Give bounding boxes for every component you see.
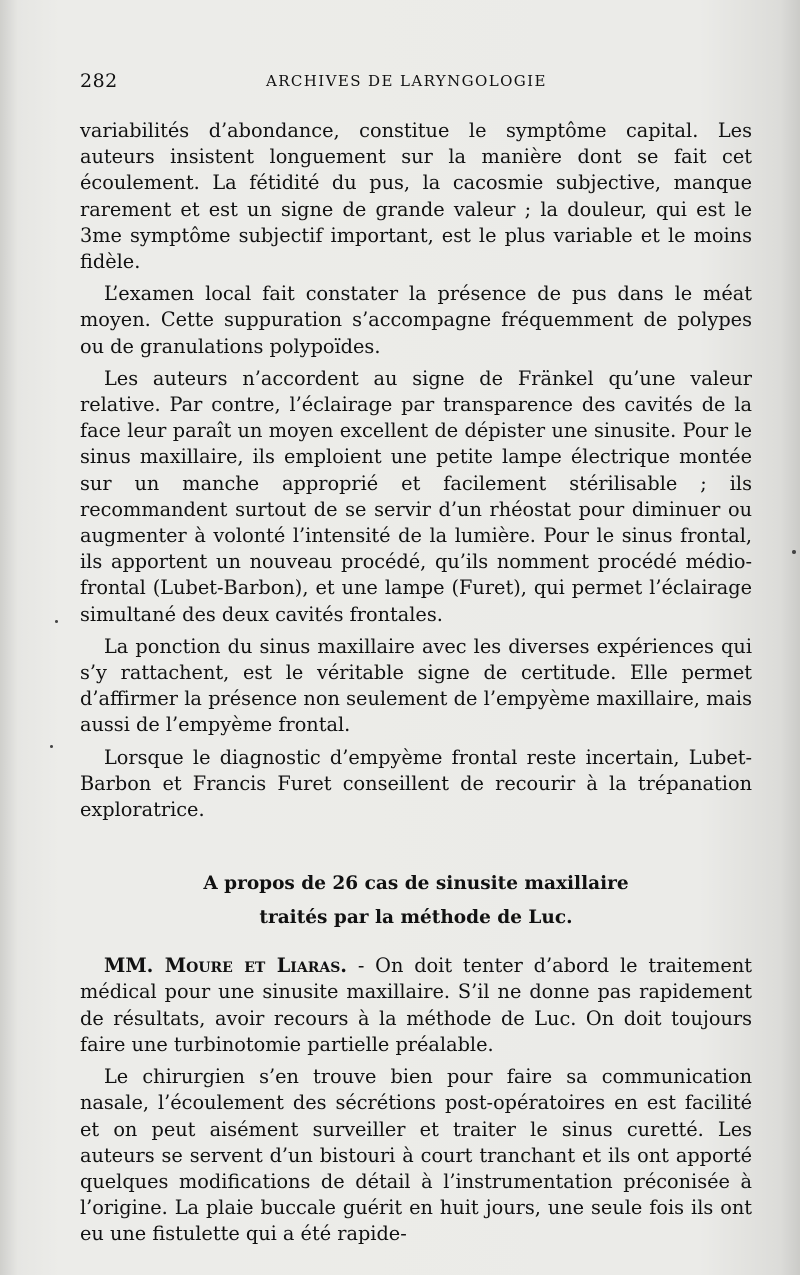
intro-text: - On doit tenter d’abord le traitement médical pour une sinusite maxillaire. S’il ne donne pas rapidement de résultats, avoir recours à la méthode de Luc. On doit toujours faire une turbinotomie partielle préalable. [80, 954, 752, 1056]
scan-speck [792, 550, 796, 554]
authors: MM. Moure et Liaras. [104, 954, 348, 978]
section-intro-paragraph [80, 953, 752, 1058]
section-title-line: traités par la méthode de Luc. [259, 907, 573, 929]
page-header [80, 70, 760, 96]
paragraph: Lorsque le diagnostic d’empyème frontal reste incertain, Lubet-Barbon et Francis Furet conseillent de recourir à la trépanation exploratrice. [80, 745, 752, 822]
section-title [80, 867, 752, 935]
page-number: 282 [80, 70, 118, 92]
scan-speck [55, 620, 58, 623]
paragraph: Les auteurs n’accordent au signe de Fränkel qu’une valeur relative. Par contre, l’éclairage par transparence des cavités de la face leur paraît un moyen excellent de dépister une sinusite. Pour le sinus maxillaire, ils emploient une petite lampe électrique montée sur un manche approprié et facilement stérilisable ; ils recommandent surtout de se servir d’un rhéostat pour diminuer ou augmenter à volonté l’intensité de la lumière. Pour le sinus frontal, ils apportent un nouveau procédé, qu’ils nomment procédé médio-frontal (Lubet-Barbon), et une lampe (Furet), qui permet l’éclairage simultané des deux cavités frontales. [80, 366, 752, 626]
body-text [80, 118, 752, 1248]
paragraph: variabilités d’abondance, constitue le symptôme capital. Les auteurs insistent longuement sur la manière dont se fait cet écoulement. La fétidité du pus, la cacosmie subjective, manque rarement et est un signe de grande valeur ; la douleur, qui est le 3me symptôme subjectif important, est le plus variable et le moins fidèle. [80, 119, 752, 274]
paragraph: Le chirurgien s’en trouve bien pour faire sa communication nasale, l’écoulement des sécrétions post-opératoires en est facilité et on peut aisément surveiller et traiter le sinus curetté. Les auteurs se servent d’un bistouri à court tranchant et ils ont apporté quelques modifications de détail à l’instrumentation préconisée à l’origine. La plaie buccale guérit en huit jours, une seule fois ils ont eu une fistulette qui a été rapide- [80, 1065, 752, 1246]
running-head: ARCHIVES DE LARYNGOLOGIE [266, 72, 547, 90]
section-title-line: A propos de 26 cas de sinusite maxillaire [203, 873, 629, 895]
paragraph: L’examen local fait constater la présence de pus dans le méat moyen. Cette suppuration s’accompagne fréquemment de polypes ou de granulations polypoïdes. [80, 282, 752, 358]
scan-speck [50, 745, 53, 748]
paragraph: La ponction du sinus maxillaire avec les diverses expériences qui s’y rattachent, est le véritable signe de certitude. Elle permet d’affirmer la présence non seulement de l’empyème maxillaire, mais aussi de l’empyème frontal. [80, 634, 752, 737]
